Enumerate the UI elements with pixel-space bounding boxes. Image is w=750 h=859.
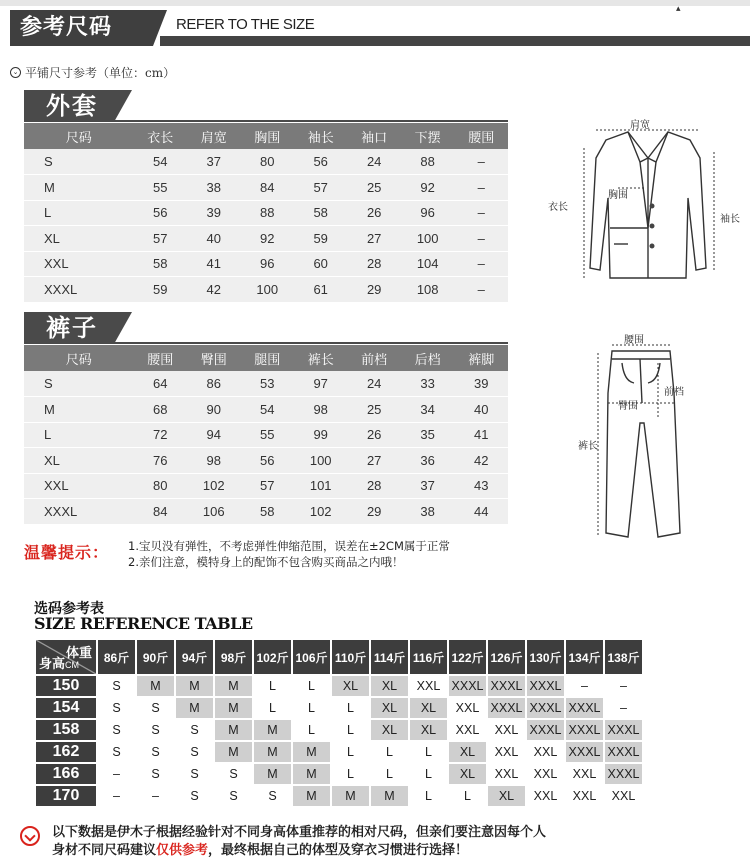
table-row (36, 676, 642, 696)
recommended-size-cell: XXL (449, 720, 486, 740)
recommended-size-cell: L (293, 720, 330, 740)
recommended-size-cell: L (371, 742, 408, 762)
height-cell: 150 (36, 676, 96, 696)
jacket-label-shoulder: 肩宽 (630, 120, 650, 131)
recommended-size-cell: S (137, 742, 174, 762)
weight-header: 106斤 (293, 640, 330, 674)
jacket-value-cell: 96 (401, 200, 454, 226)
height-cell: 166 (36, 764, 96, 784)
jacket-value-cell: 108 (401, 277, 454, 303)
height-cell: 170 (36, 786, 96, 806)
pants-label-waist: 腰围 (624, 335, 644, 346)
recommended-size-cell: M (254, 742, 291, 762)
pants-column-header: 腿围 (240, 345, 293, 371)
pants-column-header: 前档 (347, 345, 400, 371)
bottom-note-line-1: 以下数据是伊木子根据经验针对不同身高体重推荐的相对尺码，但亲们要注意因每个人 (52, 825, 547, 840)
recommended-size-cell: S (98, 676, 135, 696)
recommended-size-cell: XXL (488, 720, 525, 740)
recommended-size-cell: XXL (605, 786, 642, 806)
jacket-value-cell: – (454, 149, 508, 175)
table-row (36, 786, 642, 806)
recommended-size-cell: L (332, 764, 369, 784)
recommended-size-cell: XL (410, 720, 447, 740)
tips-line-1: 1.宝贝没有弹性，不考虑弹性伸缩范围，误差在±2CM属于正常 (128, 539, 450, 553)
pants-column-header: 腰围 (134, 345, 187, 371)
pants-value-cell: 44 (454, 499, 508, 525)
recommended-size-cell: XXXL (449, 676, 486, 696)
recommended-size-cell: S (137, 764, 174, 784)
recommended-size-cell: XL (371, 676, 408, 696)
recommended-size-cell: – (137, 786, 174, 806)
table-row (24, 473, 508, 499)
pants-column-header: 裤脚 (454, 345, 508, 371)
recommended-size-cell: XXL (566, 786, 603, 806)
pants-value-cell: 94 (187, 422, 240, 448)
recommended-size-cell: M (371, 786, 408, 806)
jacket-value-cell: 88 (240, 200, 293, 226)
pants-value-cell: 35 (401, 422, 454, 448)
recommended-size-cell: – (98, 786, 135, 806)
recommended-size-cell: XXXL (527, 676, 564, 696)
pants-size-cell: XXL (24, 473, 134, 499)
weight-header: 90斤 (137, 640, 174, 674)
pants-value-cell: 72 (134, 422, 187, 448)
jacket-column-header: 下摆 (401, 123, 454, 149)
recommended-size-cell: M (176, 676, 213, 696)
pants-tag-tail (114, 312, 132, 344)
weight-header: 102斤 (254, 640, 291, 674)
recommended-size-cell: S (98, 742, 135, 762)
jacket-value-cell: 92 (240, 226, 293, 252)
recommended-size-cell: L (332, 698, 369, 718)
jacket-value-cell: 42 (187, 277, 240, 303)
recommended-size-cell: L (293, 676, 330, 696)
recommended-size-cell: XL (449, 764, 486, 784)
pants-value-cell: 41 (454, 422, 508, 448)
table-row (24, 175, 508, 201)
weight-header: 138斤 (605, 640, 642, 674)
recommended-size-cell: L (332, 720, 369, 740)
pants-value-cell: 37 (401, 473, 454, 499)
weight-header: 116斤 (410, 640, 447, 674)
pants-value-cell: 106 (187, 499, 240, 525)
section-note (10, 64, 175, 81)
pants-value-cell: 98 (187, 448, 240, 474)
pants-value-cell: 38 (401, 499, 454, 525)
height-cell: 154 (36, 698, 96, 718)
jacket-label-chest: 胸围 (608, 190, 628, 201)
page-header (0, 0, 750, 48)
recommended-size-cell: L (254, 698, 291, 718)
recommended-size-cell: XXXL (566, 698, 603, 718)
pants-illustration (562, 333, 732, 548)
pants-size-cell: XL (24, 448, 134, 474)
jacket-label-length: 衣长 (548, 202, 568, 213)
recommended-size-cell: – (98, 764, 135, 784)
recommended-size-cell: XXXL (488, 698, 525, 718)
recommended-size-cell: XXL (566, 764, 603, 784)
size-reference-table (34, 638, 644, 808)
jacket-value-cell: 59 (294, 226, 347, 252)
pants-value-cell: 56 (240, 448, 293, 474)
recommended-size-cell: M (137, 676, 174, 696)
pants-value-cell: 28 (347, 473, 400, 499)
jacket-size-table (24, 123, 508, 303)
recommended-size-cell: XXL (449, 698, 486, 718)
recommended-size-cell: M (215, 742, 252, 762)
pants-value-cell: 99 (294, 422, 347, 448)
jacket-header-row (24, 123, 508, 149)
pants-value-cell: 101 (294, 473, 347, 499)
corner-height-text: 身高 (39, 656, 66, 671)
recommended-size-cell: S (176, 764, 213, 784)
table-row (24, 149, 508, 175)
pants-label-length: 裤长 (578, 441, 598, 452)
recommended-size-cell: XXXL (605, 742, 642, 762)
jacket-value-cell: 100 (240, 277, 293, 303)
jacket-value-cell: 37 (187, 149, 240, 175)
recommended-size-cell: L (449, 786, 486, 806)
jacket-value-cell: 29 (347, 277, 400, 303)
jacket-size-cell: M (24, 175, 134, 201)
recommended-size-cell: – (566, 676, 603, 696)
jacket-column-header: 肩宽 (187, 123, 240, 149)
jacket-value-cell: 84 (240, 175, 293, 201)
pants-value-cell: 34 (401, 397, 454, 423)
pants-tag-label: 裤子 (46, 314, 98, 342)
recommended-size-cell: S (176, 742, 213, 762)
jacket-tag-line (24, 120, 508, 122)
chevron-down-circle-icon: ⌄ (10, 67, 21, 78)
height-cell: 162 (36, 742, 96, 762)
jacket-column-header: 衣长 (134, 123, 187, 149)
jacket-value-cell: 92 (401, 175, 454, 201)
pants-label-front-rise: 前档 (664, 387, 684, 398)
jacket-value-cell: – (454, 277, 508, 303)
pants-header-row (24, 345, 508, 371)
recommended-size-cell: M (293, 742, 330, 762)
recommended-size-cell: L (410, 786, 447, 806)
jacket-column-header: 胸围 (240, 123, 293, 149)
pants-value-cell: 64 (134, 371, 187, 397)
pants-size-cell: XXXL (24, 499, 134, 525)
jacket-size-cell: S (24, 149, 134, 175)
pants-value-cell: 55 (240, 422, 293, 448)
pants-value-cell: 86 (187, 371, 240, 397)
table-row (24, 499, 508, 525)
table-row (24, 422, 508, 448)
recommended-size-cell: S (176, 720, 213, 740)
recommended-size-cell: L (332, 742, 369, 762)
recommended-size-cell: XL (371, 720, 408, 740)
jacket-value-cell: 28 (347, 251, 400, 277)
pants-size-cell: S (24, 371, 134, 397)
jacket-value-cell: 26 (347, 200, 400, 226)
reference-title: 选码参考表 (34, 601, 104, 617)
pants-value-cell: 57 (240, 473, 293, 499)
recommended-size-cell: L (410, 764, 447, 784)
pants-value-cell: 80 (134, 473, 187, 499)
recommended-size-cell: M (215, 676, 252, 696)
pants-value-cell: 98 (294, 397, 347, 423)
jacket-value-cell: 88 (401, 149, 454, 175)
pants-value-cell: 102 (294, 499, 347, 525)
jacket-value-cell: 24 (347, 149, 400, 175)
tips-line-2: 2.亲们注意，模特身上的配饰不包含购买商品之内哦！ (128, 555, 404, 569)
recommended-size-cell: S (176, 786, 213, 806)
table-row (24, 371, 508, 397)
jacket-value-cell: 56 (134, 200, 187, 226)
recommended-size-cell: M (176, 698, 213, 718)
recommended-size-cell: XL (332, 676, 369, 696)
jacket-tag-label: 外套 (46, 92, 98, 120)
tips-title: 温馨提示： (24, 543, 110, 562)
jacket-value-cell: 59 (134, 277, 187, 303)
jacket-value-cell: 57 (134, 226, 187, 252)
bottom-note-line-2 (52, 842, 546, 859)
pants-value-cell: 58 (240, 499, 293, 525)
pants-value-cell: 100 (294, 448, 347, 474)
tips-body (128, 538, 450, 570)
recommended-size-cell: M (215, 720, 252, 740)
table-row (36, 742, 642, 762)
recommended-size-cell: M (293, 786, 330, 806)
table-row (36, 720, 642, 740)
jacket-value-cell: 39 (187, 200, 240, 226)
bottom-note (52, 824, 546, 859)
weight-header: 114斤 (371, 640, 408, 674)
recommended-size-cell: XXL (527, 786, 564, 806)
jacket-value-cell: 58 (134, 251, 187, 277)
header-mark: ▴ (676, 4, 681, 14)
jacket-tag-tail (114, 90, 132, 122)
jacket-value-cell: – (454, 175, 508, 201)
header-top-line (0, 0, 750, 6)
jacket-value-cell: 27 (347, 226, 400, 252)
bottom-note-line-2-a: 身材不同尺码建议 (52, 843, 157, 858)
pants-value-cell: 84 (134, 499, 187, 525)
header-subtitle: REFER TO THE SIZE (176, 16, 315, 33)
chevron-down-circle-icon (20, 826, 40, 846)
pants-value-cell: 42 (454, 448, 508, 474)
recommended-size-cell: XL (371, 698, 408, 718)
jacket-size-cell: XXXL (24, 277, 134, 303)
recommended-size-cell: XXXL (527, 720, 564, 740)
recommended-size-cell: XXXL (566, 720, 603, 740)
recommended-size-cell: L (410, 742, 447, 762)
table-row (24, 448, 508, 474)
weight-header: 86斤 (98, 640, 135, 674)
jacket-column-header: 袖长 (294, 123, 347, 149)
pants-label-hip: 臀围 (618, 401, 638, 412)
jacket-size-cell: XL (24, 226, 134, 252)
reference-header-row (36, 640, 642, 674)
jacket-size-cell: XXL (24, 251, 134, 277)
corner-height-label (39, 653, 79, 672)
recommended-size-cell: S (137, 720, 174, 740)
recommended-size-cell: – (605, 676, 642, 696)
jacket-value-cell: 56 (294, 149, 347, 175)
recommended-size-cell: S (98, 698, 135, 718)
jacket-value-cell: 25 (347, 175, 400, 201)
jacket-value-cell: 61 (294, 277, 347, 303)
jacket-value-cell: 96 (240, 251, 293, 277)
table-row (36, 764, 642, 784)
jacket-value-cell: 100 (401, 226, 454, 252)
corner-height-unit: CM (65, 660, 80, 670)
bottom-note-highlight: 仅供参考 (156, 843, 209, 858)
jacket-value-cell: 80 (240, 149, 293, 175)
table-row (36, 698, 642, 718)
table-row (24, 397, 508, 423)
jacket-value-cell: 41 (187, 251, 240, 277)
table-row (24, 200, 508, 226)
height-cell: 158 (36, 720, 96, 740)
jacket-value-cell: 54 (134, 149, 187, 175)
pants-value-cell: 25 (347, 397, 400, 423)
pants-value-cell: 43 (454, 473, 508, 499)
weight-header: 94斤 (176, 640, 213, 674)
table-row (24, 226, 508, 252)
weight-header: 98斤 (215, 640, 252, 674)
recommended-size-cell: XXXL (605, 720, 642, 740)
recommended-size-cell: S (215, 764, 252, 784)
recommended-size-cell: XXL (488, 742, 525, 762)
recommended-size-cell: XL (410, 698, 447, 718)
jacket-value-cell: – (454, 200, 508, 226)
recommended-size-cell: XXL (410, 676, 447, 696)
recommended-size-cell: M (254, 764, 291, 784)
jacket-column-header: 袖口 (347, 123, 400, 149)
reference-corner (36, 640, 96, 674)
recommended-size-cell: M (254, 720, 291, 740)
section-note-text: 平铺尺寸参考（单位：cm） (25, 66, 176, 80)
pants-column-header: 后档 (401, 345, 454, 371)
table-row (24, 251, 508, 277)
pants-value-cell: 53 (240, 371, 293, 397)
weight-header: 134斤 (566, 640, 603, 674)
jacket-value-cell: 55 (134, 175, 187, 201)
jacket-label-sleeve: 袖长 (720, 214, 740, 225)
jacket-tag (24, 90, 132, 122)
pants-tag-line (24, 342, 508, 344)
pants-column-header: 尺码 (24, 345, 134, 371)
jacket-value-cell: 38 (187, 175, 240, 201)
recommended-size-cell: XXXL (527, 698, 564, 718)
pants-value-cell: 76 (134, 448, 187, 474)
pants-value-cell: 54 (240, 397, 293, 423)
weight-header: 126斤 (488, 640, 525, 674)
recommended-size-cell: S (98, 720, 135, 740)
pants-size-cell: L (24, 422, 134, 448)
recommended-size-cell: XL (488, 786, 525, 806)
pants-value-cell: 97 (294, 371, 347, 397)
jacket-column-header: 腰围 (454, 123, 508, 149)
pants-value-cell: 24 (347, 371, 400, 397)
recommended-size-cell: XXXL (566, 742, 603, 762)
pants-column-header: 臀围 (187, 345, 240, 371)
pants-value-cell: 36 (401, 448, 454, 474)
recommended-size-cell: M (293, 764, 330, 784)
corner-weight-label: 体重 (65, 645, 92, 660)
reference-subtitle: SIZE REFERENCE TABLE (34, 614, 253, 633)
jacket-column-header: 尺码 (24, 123, 134, 149)
jacket-value-cell: 40 (187, 226, 240, 252)
recommended-size-cell: L (293, 698, 330, 718)
recommended-size-cell: XXXL (605, 764, 642, 784)
recommended-size-cell: XXL (527, 764, 564, 784)
recommended-size-cell: – (605, 698, 642, 718)
jacket-value-cell: 104 (401, 251, 454, 277)
pants-value-cell: 39 (454, 371, 508, 397)
pants-value-cell: 27 (347, 448, 400, 474)
recommended-size-cell: M (332, 786, 369, 806)
pants-value-cell: 33 (401, 371, 454, 397)
pants-value-cell: 29 (347, 499, 400, 525)
weight-header: 130斤 (527, 640, 564, 674)
pants-size-table (24, 345, 508, 525)
recommended-size-cell: L (371, 764, 408, 784)
bottom-note-line-2-b: ，最终根据自己的体型及穿衣习惯进行选择！ (208, 843, 469, 858)
jacket-value-cell: 60 (294, 251, 347, 277)
jacket-size-cell: L (24, 200, 134, 226)
recommended-size-cell: S (215, 786, 252, 806)
jacket-value-cell: 57 (294, 175, 347, 201)
recommended-size-cell: XXL (488, 764, 525, 784)
recommended-size-cell: M (215, 698, 252, 718)
pants-value-cell: 40 (454, 397, 508, 423)
recommended-size-cell: S (254, 786, 291, 806)
jacket-illustration (548, 118, 748, 308)
header-title: 参考尺码 (10, 10, 153, 46)
recommended-size-cell: L (254, 676, 291, 696)
recommended-size-cell: XXXL (488, 676, 525, 696)
pants-value-cell: 26 (347, 422, 400, 448)
jacket-value-cell: 58 (294, 200, 347, 226)
jacket-value-cell: – (454, 226, 508, 252)
pants-size-cell: M (24, 397, 134, 423)
pants-column-header: 裤长 (294, 345, 347, 371)
recommended-size-cell: XXL (527, 742, 564, 762)
jacket-value-cell: – (454, 251, 508, 277)
pants-value-cell: 90 (187, 397, 240, 423)
pants-value-cell: 68 (134, 397, 187, 423)
weight-header: 122斤 (449, 640, 486, 674)
table-row (24, 277, 508, 303)
header-bar (160, 36, 750, 46)
weight-header: 110斤 (332, 640, 369, 674)
recommended-size-cell: XL (449, 742, 486, 762)
pants-tag (24, 312, 132, 344)
recommended-size-cell: S (137, 698, 174, 718)
pants-value-cell: 102 (187, 473, 240, 499)
